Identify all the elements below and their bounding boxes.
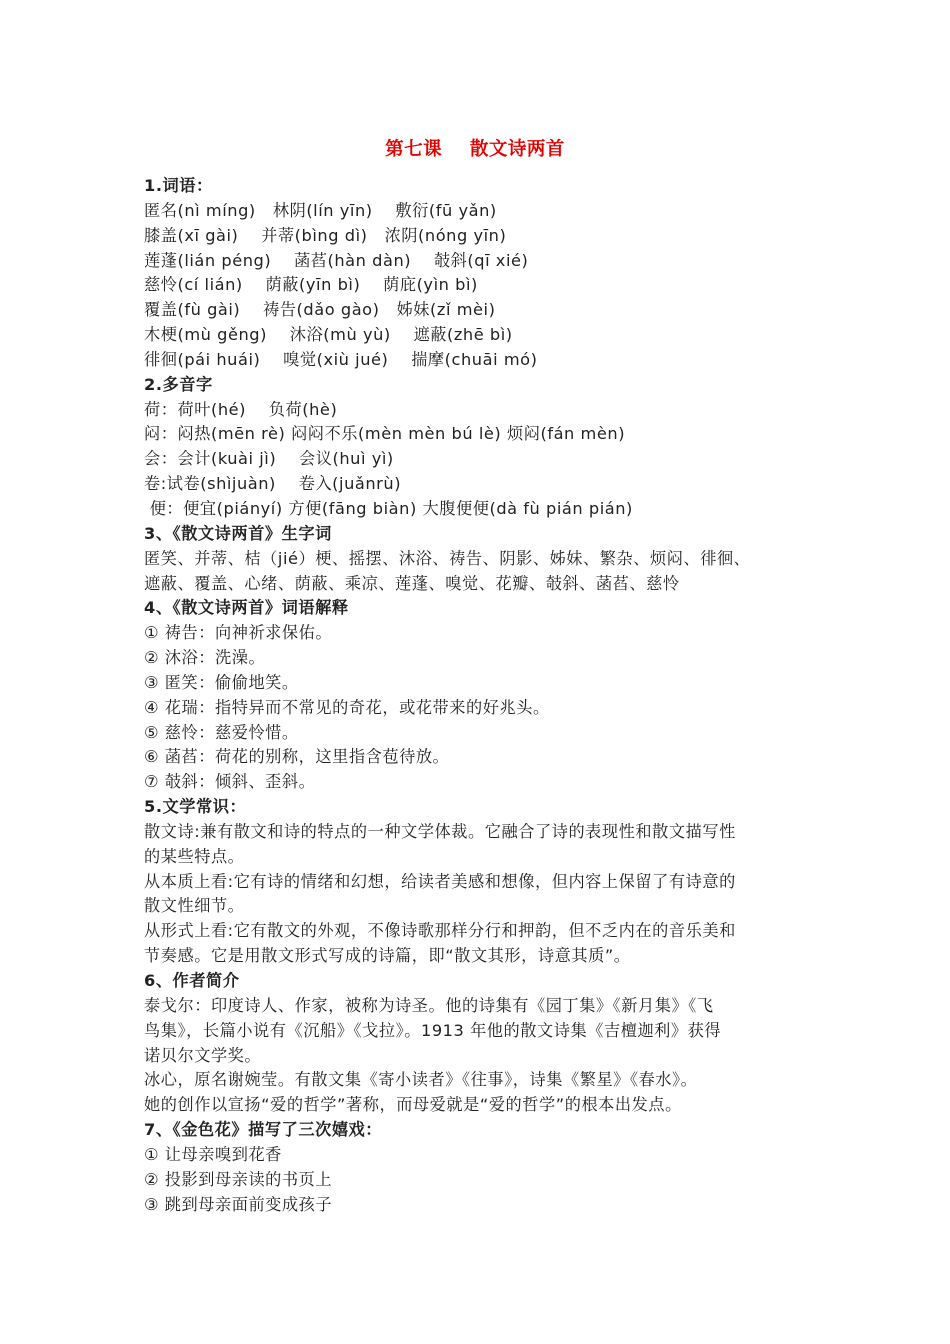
text-line: 木梗(mù gěng) 沐浴(mù yù) 遮蔽(zhē bì) [144,325,513,345]
text-line: 她的创作以宣扬“爱的哲学”著称，而母爱就是“爱的哲学”的根本出发点。 [144,1095,682,1115]
text-line: 的某些特点。 [144,846,245,866]
text-line: 泰戈尔：印度诗人、作家，被称为诗圣。他的诗集有《园丁集》《新月集》《飞 [144,995,714,1015]
text-line: ② 投影到母亲读的书页上 [144,1169,333,1189]
text-line: ④ 花瑞：指特异而不常见的奇花，或花带来的好兆头。 [144,697,550,717]
section-heading: 5.文学常识： [144,797,247,817]
text-line: 鸟集》，长篇小说有《沉船》《戈拉》。1913 年他的散文诗集《吉檀迦利》获得 [144,1020,722,1040]
text-line: 散文诗:兼有散文和诗的特点的一种文学体裁。它融合了诗的表现性和散文描写性 [144,821,736,841]
text-line: ② 沐浴：洗澡。 [144,648,266,668]
text-line: ③ 匿笑：偷偷地笑。 [144,672,299,692]
section-heading: 1.词语： [144,176,213,195]
text-line: ⑤ 慈怜：慈爱怜惜。 [144,722,299,742]
text-line: 慈怜(cí lián) 荫蔽(yīn bì) 荫庇(yìn bì) [144,275,478,295]
text-line: 膝盖(xī gài) 并蒂(bìng dì) 浓阴(nóng yīn) [144,225,507,245]
text-line: 荷：荷叶(hé) 负荷(hè) [144,399,338,419]
text-line: 冰心，原名谢婉莹。有散文集《寄小读者》《往事》，诗集《繁星》《春水》。 [144,1070,698,1090]
text-line: 会：会计(kuài jì) 会议(huì yì) [144,449,394,469]
text-line: 覆盖(fù gài) 祷告(dǎo gào) 姊妹(zǐ mèi) [144,300,496,320]
text-line: 莲蓬(lián péng) 菡萏(hàn dàn) 攲斜(qī xié) [144,250,529,270]
text-line: 匿笑、并蒂、桔（jié）梗、摇摆、沐浴、祷告、阴影、姊妹、繁杂、烦闷、徘徊、 [144,548,751,568]
text-line: 诺贝尔文学奖。 [144,1045,262,1065]
section-heading: 4、《散文诗两首》词语解释 [144,598,349,618]
text-line: 遮蔽、覆盖、心绪、荫蔽、乘凉、莲蓬、嗅觉、花瓣、攲斜、菡萏、慈怜 [144,573,680,593]
text-line: ① 让母亲嗅到花香 [144,1144,282,1164]
section-heading: 7、《金色花》描写了三次嬉戏： [144,1120,383,1140]
text-line: 卷:试卷(shìjuàn) 卷入(juǎnrù) [144,474,402,494]
section-heading: 2.多音字 [144,374,213,394]
section-heading: 6、作者简介 [144,971,240,990]
text-line: 散文性细节。 [144,896,245,916]
text-line: ① 祷告：向神祈求保佑。 [144,623,333,643]
text-line: 便：便宜(piányí) 方便(fāng biàn) 大腹便便(dà fù pián pián) [144,498,633,518]
text-line: 闷：闷热(mēn rè) 闷闷不乐(mèn mèn bú lè) 烦闷(fán mèn) [144,424,626,444]
text-line: ⑥ 菡萏：荷花的别称，这里指含苞待放。 [144,747,450,767]
text-line: 匿名(nì míng) 林阴(lín yīn) 敷衍(fū yǎn) [144,200,497,220]
text-line: ③ 跳到母亲面前变成孩子 [144,1194,333,1214]
text-line: 节奏感。它是用散文形式写成的诗篇，即“散文其形，诗意其质”。 [144,946,631,966]
text-line: 从形式上看:它有散文的外观，不像诗歌那样分行和押韵，但不乏内在的音乐美和 [144,921,736,941]
text-line: 从本质上看:它有诗的情绪和幻想，给读者美感和想像，但内容上保留了有诗意的 [144,871,736,891]
section-heading: 3、《散文诗两首》生字词 [144,523,332,543]
text-line: ⑦ 攲斜：倾斜、歪斜。 [144,772,316,792]
text-line: 徘徊(pái huái) 嗅觉(xiù jué) 揣摩(chuāi mó) [144,349,538,369]
lesson-title: 第七课 散文诗两首 [385,139,565,160]
document-body [144,174,814,1217]
